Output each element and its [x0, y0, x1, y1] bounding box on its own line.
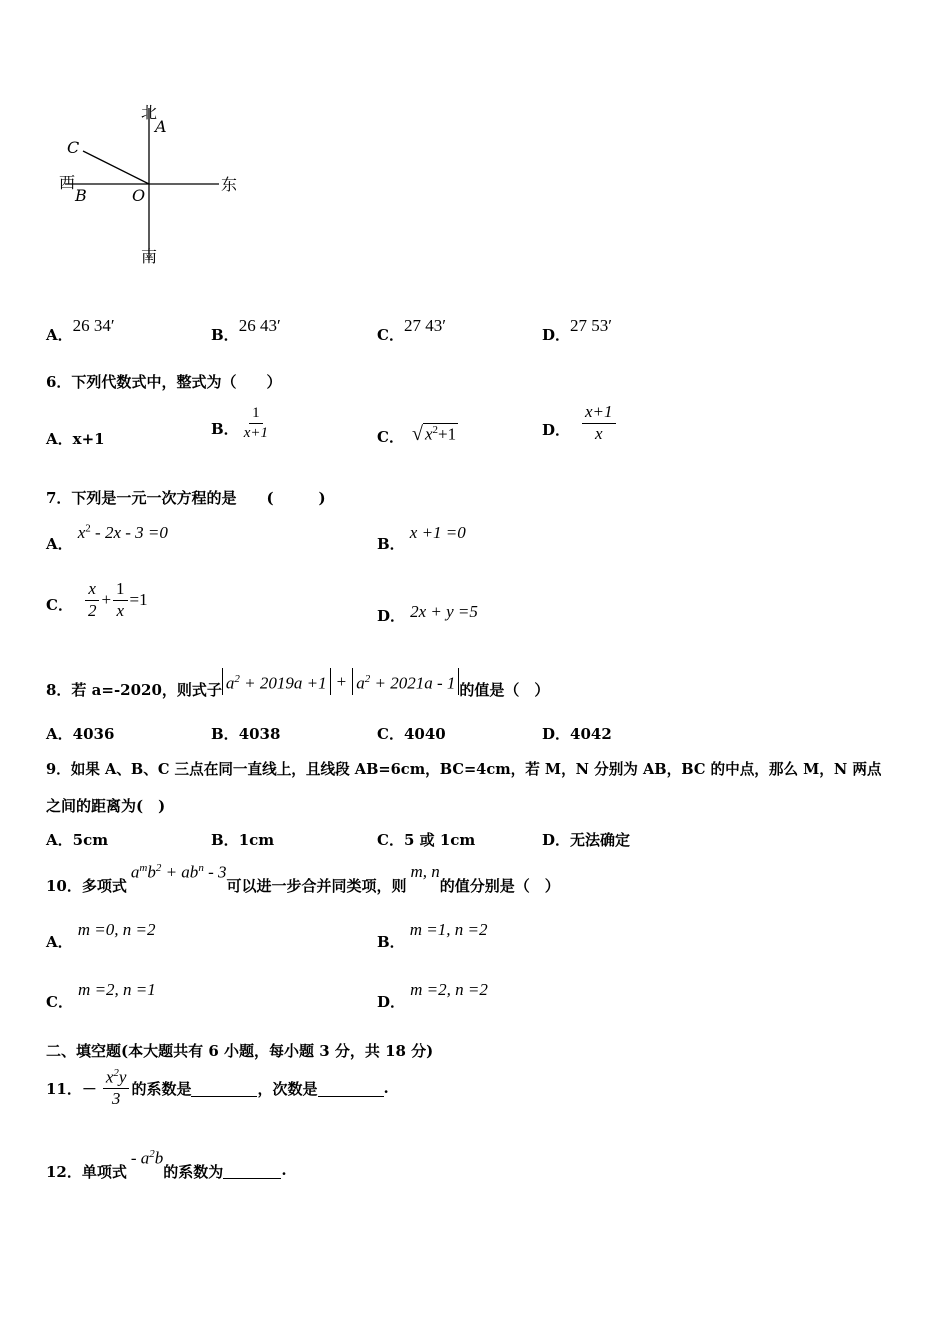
option-value: 1cm	[238, 831, 275, 849]
option-value: 4038	[238, 725, 281, 743]
q10-option-c[interactable]	[46, 979, 156, 1011]
q7-option-b[interactable]	[377, 522, 466, 553]
q10-option-b[interactable]	[377, 919, 488, 951]
option-value: m =2, n =2	[410, 980, 488, 999]
option-label: A．	[46, 831, 73, 849]
option-label: A．	[46, 430, 73, 448]
q7-option-c[interactable]	[46, 580, 148, 620]
answer-blank-degree[interactable]	[318, 1080, 384, 1097]
q10-stem	[46, 862, 560, 896]
option-label: B．	[211, 725, 239, 743]
q8-prefix: 8．若 a=-2020，则式子	[46, 681, 222, 699]
point-a-label: A	[155, 117, 167, 136]
plus-sign: +	[101, 590, 112, 610]
option-label: D．	[542, 831, 571, 849]
option-value: 2x + y =5	[410, 602, 478, 621]
option-value: 无法确定	[570, 831, 631, 849]
absolute-value-2	[352, 668, 459, 695]
q8-option-b[interactable]	[211, 723, 280, 744]
point-b-label: B	[75, 186, 87, 205]
exponent: 2	[113, 1067, 119, 1079]
q7-option-a[interactable]	[46, 522, 168, 553]
option-label: C．	[377, 831, 404, 849]
abs1-rest: + 2019a +1	[239, 673, 327, 693]
eq-rest: =1	[129, 590, 148, 610]
option-value: m =0, n =2	[77, 920, 156, 939]
q10-prefix: 10．多项式	[46, 877, 127, 895]
option-label: C．	[377, 326, 404, 344]
square-root: √ $x^2+1$	[411, 422, 457, 445]
q10-option-d[interactable]	[377, 979, 488, 1011]
ray-oc	[83, 151, 149, 184]
option-value: 4040	[403, 725, 446, 743]
option-label: A．	[46, 326, 73, 344]
option-label: B．	[211, 326, 239, 344]
denominator: x+1	[243, 424, 268, 441]
q9-option-d[interactable]	[542, 829, 630, 850]
q12-suffix: 的系数为	[163, 1163, 224, 1181]
q11-mid2: ，次数是	[257, 1079, 318, 1098]
option-value: 5cm	[72, 831, 109, 849]
west-label: 西	[59, 173, 76, 192]
option-value: 4042	[570, 725, 612, 743]
q5-option-c[interactable]	[377, 315, 446, 344]
abs2-rest: + 2021a - 1	[370, 673, 456, 693]
q9-option-b[interactable]	[211, 829, 274, 850]
point-c-label: C	[67, 138, 80, 157]
eq-rest: - 2x - 3 =0	[90, 523, 168, 542]
option-label: D．	[377, 607, 406, 625]
q5-option-a[interactable]	[46, 315, 115, 344]
option-value: m =2, n =1	[78, 980, 156, 999]
var-x: x	[105, 1067, 114, 1087]
denominator: x	[595, 423, 603, 443]
fraction-2	[113, 580, 128, 620]
q6-option-c[interactable]	[377, 420, 458, 447]
monomial: - $a^2b$	[130, 1148, 164, 1168]
var-a: a	[225, 673, 235, 693]
q5-option-d[interactable]	[542, 315, 612, 344]
option-label: A．	[46, 535, 73, 553]
q11-end: .	[383, 1079, 389, 1098]
option-value: 4036	[72, 725, 115, 743]
q9-option-c[interactable]	[377, 829, 475, 850]
q9-stem-line1: 9．如果 A、B、C 三点在同一直线上，且线段 AB=6cm，BC=4cm，若 M，N 分别为 AB，BC 的中点，那么 M，N 两点	[46, 761, 882, 778]
radicand-rest: +1	[437, 424, 457, 444]
option-label: D．	[377, 993, 406, 1011]
q7-stem: 7．下列是一元一次方程的是 ( )	[46, 489, 326, 507]
q12-prefix: 12．单项式	[46, 1163, 127, 1181]
q6-stem: 6．下列代数式中，整式为（ ）	[46, 373, 282, 391]
eq-exponent: 2	[85, 522, 91, 535]
option-label: B．	[211, 419, 239, 438]
q11-mid: 的系数是	[131, 1079, 192, 1098]
radicand-x: x	[424, 424, 433, 444]
q10-suffix: 的值分别是（ ）	[439, 877, 560, 895]
option-label: C．	[377, 725, 404, 743]
answer-blank-coefficient[interactable]	[191, 1080, 257, 1097]
q9-stem-line2: 之间的距离为( )	[46, 797, 166, 815]
option-label: C．	[377, 428, 404, 446]
q8-stem	[46, 663, 549, 700]
option-label: D．	[542, 326, 571, 344]
option-value: 5 或 1cm	[403, 831, 476, 849]
q11-stem	[46, 1067, 389, 1109]
q6-option-b[interactable]	[211, 405, 273, 441]
plus-sign: +	[336, 671, 347, 691]
option-label: B．	[377, 933, 405, 951]
vars-mn: m, n	[410, 862, 440, 881]
exponent: 2	[364, 673, 371, 686]
option-label: B．	[211, 831, 239, 849]
q12-end: .	[281, 1161, 287, 1179]
fraction-1	[85, 580, 100, 620]
numerator: 1	[113, 580, 128, 601]
north-label: 北	[141, 103, 158, 122]
east-label: 东	[221, 175, 238, 194]
q10-middle: 可以进一步合并同类项，则	[226, 877, 407, 895]
option-label: D．	[542, 420, 571, 439]
q8-option-d[interactable]	[542, 723, 612, 744]
option-label: C．	[46, 595, 73, 614]
option-label: A．	[46, 725, 73, 743]
option-value: x+1	[72, 430, 105, 448]
denominator: x	[116, 600, 125, 620]
option-value: 27 43′	[403, 316, 446, 335]
q9-option-a[interactable]	[46, 829, 108, 850]
south-label: 南	[141, 247, 158, 266]
polynomial: $a^mb^2 + ab^n - 3$	[130, 862, 227, 882]
q10-option-a[interactable]	[46, 919, 156, 951]
q11-prefix: 11．－	[46, 1079, 97, 1098]
option-value: 27 53′	[570, 316, 612, 335]
q6-option-a[interactable]	[46, 428, 105, 449]
exponent: 2	[234, 673, 240, 686]
radicand-exponent: 2	[432, 423, 438, 436]
q5-option-b[interactable]	[211, 315, 281, 344]
option-value: m =1, n =2	[409, 920, 488, 939]
q6-option-d[interactable]	[542, 403, 618, 443]
var-a: a	[356, 673, 365, 693]
q12-stem	[46, 1148, 287, 1182]
section-2-title: 二、填空题(本大题共有 6 小题，每小题 3 分，共 18 分)	[46, 1042, 434, 1060]
numerator: x+1	[582, 403, 616, 424]
compass-diagram	[55, 98, 245, 270]
var-y: y	[118, 1067, 127, 1087]
option-label: D．	[542, 725, 571, 743]
numerator: x	[85, 580, 99, 601]
numerator: 1	[249, 405, 263, 424]
option-value: 26 43′	[238, 316, 281, 335]
eq-x: x	[77, 523, 86, 542]
fraction	[103, 1067, 130, 1109]
q8-option-c[interactable]	[377, 723, 446, 744]
option-label: A．	[46, 933, 73, 951]
absolute-value-1	[222, 668, 331, 695]
option-value: 26 34′	[72, 316, 115, 335]
q8-option-a[interactable]	[46, 723, 114, 744]
option-label: B．	[377, 535, 405, 553]
option-label: C．	[46, 993, 73, 1011]
fraction	[582, 403, 616, 443]
point-o-label: O	[132, 186, 146, 205]
answer-blank-coefficient[interactable]	[223, 1148, 281, 1179]
denominator: 2	[87, 600, 97, 620]
denominator: 3	[111, 1089, 121, 1109]
q7-option-d[interactable]	[377, 601, 478, 625]
option-value: x +1 =0	[409, 523, 466, 542]
fraction	[241, 405, 271, 441]
q8-suffix: 的值是（ ）	[459, 681, 550, 699]
